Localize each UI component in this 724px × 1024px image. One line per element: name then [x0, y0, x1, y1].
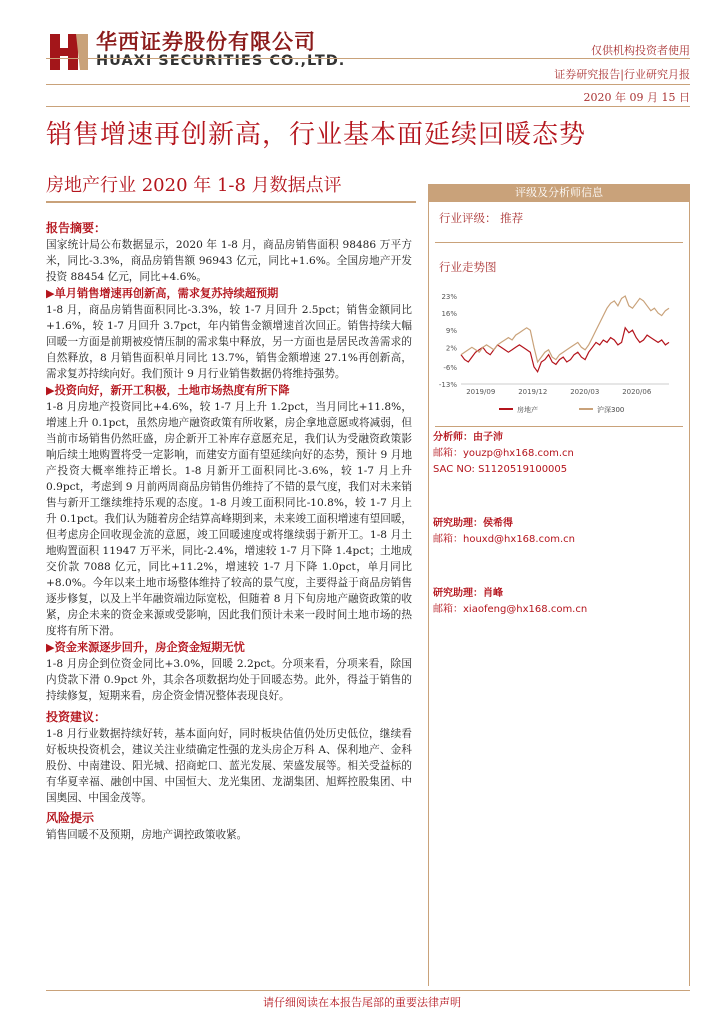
analyst-sac-no: SAC NO: S1120519100005	[433, 464, 568, 475]
bullet-title: ▶单月销售增速再创新高，需求复苏持续超预期	[46, 286, 279, 300]
analyst-email[interactable]: 邮箱：houxd@hx168.com.cn	[433, 534, 575, 545]
analyst-block	[433, 430, 574, 478]
sidebar-rule	[435, 426, 683, 427]
x-tick-label: 2020/03	[570, 388, 600, 396]
analyst-name: 研究助理：肖峰	[433, 588, 503, 599]
x-tick-label: 2019/09	[466, 388, 496, 396]
trend-chart	[429, 284, 691, 424]
report-title: 销售增速再创新高，行业基本面延续回暖态势	[46, 120, 587, 150]
risk-text: 销售回暖不及预期，房地产调控政策收紧。	[46, 829, 248, 841]
header-rule	[46, 58, 690, 59]
bullet-title: ▶投资向好，新开工积极，土地市场热度有所下降	[46, 383, 290, 397]
company-name-en: HUAXI SECURITIES CO.,LTD.	[96, 53, 346, 69]
analyst-email[interactable]: 邮箱：youzp@hx168.com.cn	[433, 448, 574, 459]
trend-chart-title: 行业走势图	[439, 260, 497, 274]
investor-disclaimer: 仅供机构投资者使用	[591, 44, 690, 57]
investment-text: 1-8 月行业数据持续好转，基本面向好，同时板块估值仍处历史低位，继续看好板块投资机会，建议关注业绩确定性强的龙头房企万科 A、保利地产、金科股份、中南建设、阳光城、招商蛇口、蓝光发展、荣盛发展等。相关受益标的有华夏幸福、融创中国、中国恒大、龙光集团、龙湖集团、旭辉控股集团、中国奥园、中国金茂等。	[46, 728, 412, 804]
y-tick-label: -6%	[443, 363, 457, 372]
investment-heading: 投资建议：	[46, 710, 107, 724]
sidebar-header: 评级及分析师信息	[429, 184, 689, 202]
y-tick-label: 23%	[441, 293, 457, 301]
report-date: 2020 年 09 月 15 日	[583, 91, 690, 104]
analyst-email[interactable]: 邮箱：xiaofeng@hx168.com.cn	[433, 604, 588, 615]
y-tick-label: 2%	[445, 344, 457, 353]
y-tick-label: 16%	[441, 310, 457, 319]
subtitle-rule	[46, 201, 416, 203]
risk-heading: 风险提示	[46, 811, 95, 825]
bullet-text: 1-8 月，商品房销售面积同比-3.3%，较 1-7 月回升 2.5pct；销售金额同比+1.6%，较 1-7 月回升 3.7pct，年内销售金额增速首次回正。销售持续大幅回暖一方面是前期被疫情压制的需求集中释放，另一方面也是居民改善需求的自然释放，8 月销售面积单月同比 13.7%，销售金额增速 27.1%再创新高，需求复苏持续向好。我们预计 9 月行业销售数据仍将维持强势。	[46, 304, 412, 380]
analyst-block	[433, 516, 575, 548]
summary-intro: 国家统计局公布数据显示，2020 年 1-8 月，商品房销售面积 98486 万平方米，同比-3.3%，商品房销售额 96943 亿元，同比+1.6%。全国房地产开发投资 88454 亿元，同比+4.6%。	[46, 239, 412, 283]
report-subtitle: 房地产行业 2020 年 1-8 月数据点评	[46, 175, 342, 196]
report-body	[46, 218, 412, 843]
bullet-title: ▶资金来源逐步回升，房企资金短期无忧	[46, 640, 245, 654]
x-tick-label: 2019/12	[518, 388, 548, 396]
summary-heading: 报告摘要：	[46, 221, 107, 235]
legend-label: 房地产	[517, 406, 538, 414]
industry-rating: 行业评级： 推荐	[439, 211, 524, 225]
report-type: 证券研究报告|行业研究月报	[554, 68, 690, 81]
legend-label: 沪深300	[597, 406, 625, 414]
y-tick-label: 9%	[445, 327, 457, 336]
sidebar-rule	[435, 242, 683, 243]
footer-rule	[46, 990, 690, 991]
company-name-cn: 华西证券股份有限公司	[96, 30, 316, 54]
bullet-text: 1-8 月房企到位资金同比+3.0%，回暖 2.2pct。分项来看，分项来看，除国内贷款下滑 0.9pct 外，其余各项数据均处于回暖态势。此外，得益于销售的持续修复，短期来看，房企资金情况整体表现良好。	[46, 658, 412, 702]
bullet-text: 1-8 月房地产投资同比+4.6%，较 1-7 月上升 1.2pct，当月同比+11.8%，增速上升 0.1pct，虽然房地产融资政策有所收紧，房企拿地意愿或将减弱，但当前市场销售仍然旺盛，房企新开工补库存意愿充足，我们认为受融资政策影响后续土地购置将受一定影响，而建安方面有望延续向好的态势，预计 9 月地产投资大概率维持正增长。1-8 月新开工面积同比-3.6%，较 1-7 月上升 0.9pct，考虑到 9 月前两周商品房销售仍维持了不错的景气度，我们对未来销售与新开工继续维持乐观的态度。1-8 月竣工面积同比-10.8%，较 1-7 月上升 0.1pct。我们认为随着房企结算高峰期到来，未来竣工面积增速有望回暖，但考虑房企回收现金流的意愿，竣工回暖速度或将继续弱于新开工。1-8 月土地购置面积 11947 万平米，同比-2.4%，增速较 1-7 月下降 1.4pct；土地成交价款 7088 亿元，同比+11.2%，增速较 1-7 月下降 1.0pct，单月同比+8.0%。今年以来土地市场整体维持了较高的景气度，主要得益于商品房销售逐步修复，以及上半年融资端边际宽松，但随着 8 月下旬房地产融资政策的收紧，房企未来的资金来源或受影响，因此我们预计未来一段时间土地市场的热度将有所下滑。	[46, 401, 412, 637]
analyst-name: 研究助理：侯希得	[433, 518, 513, 529]
legal-footer: 请仔细阅读在本报告尾部的重要法律声明	[263, 996, 461, 1009]
analyst-name: 分析师：由子沛	[433, 432, 503, 443]
analyst-block	[433, 586, 587, 618]
company-logo-icon	[46, 30, 90, 74]
x-tick-label: 2020/06	[622, 388, 652, 396]
y-tick-label: -13%	[438, 381, 457, 389]
header-rule	[46, 106, 690, 107]
sidebar	[428, 184, 690, 986]
series-line	[461, 328, 669, 372]
header-rule	[46, 84, 690, 85]
